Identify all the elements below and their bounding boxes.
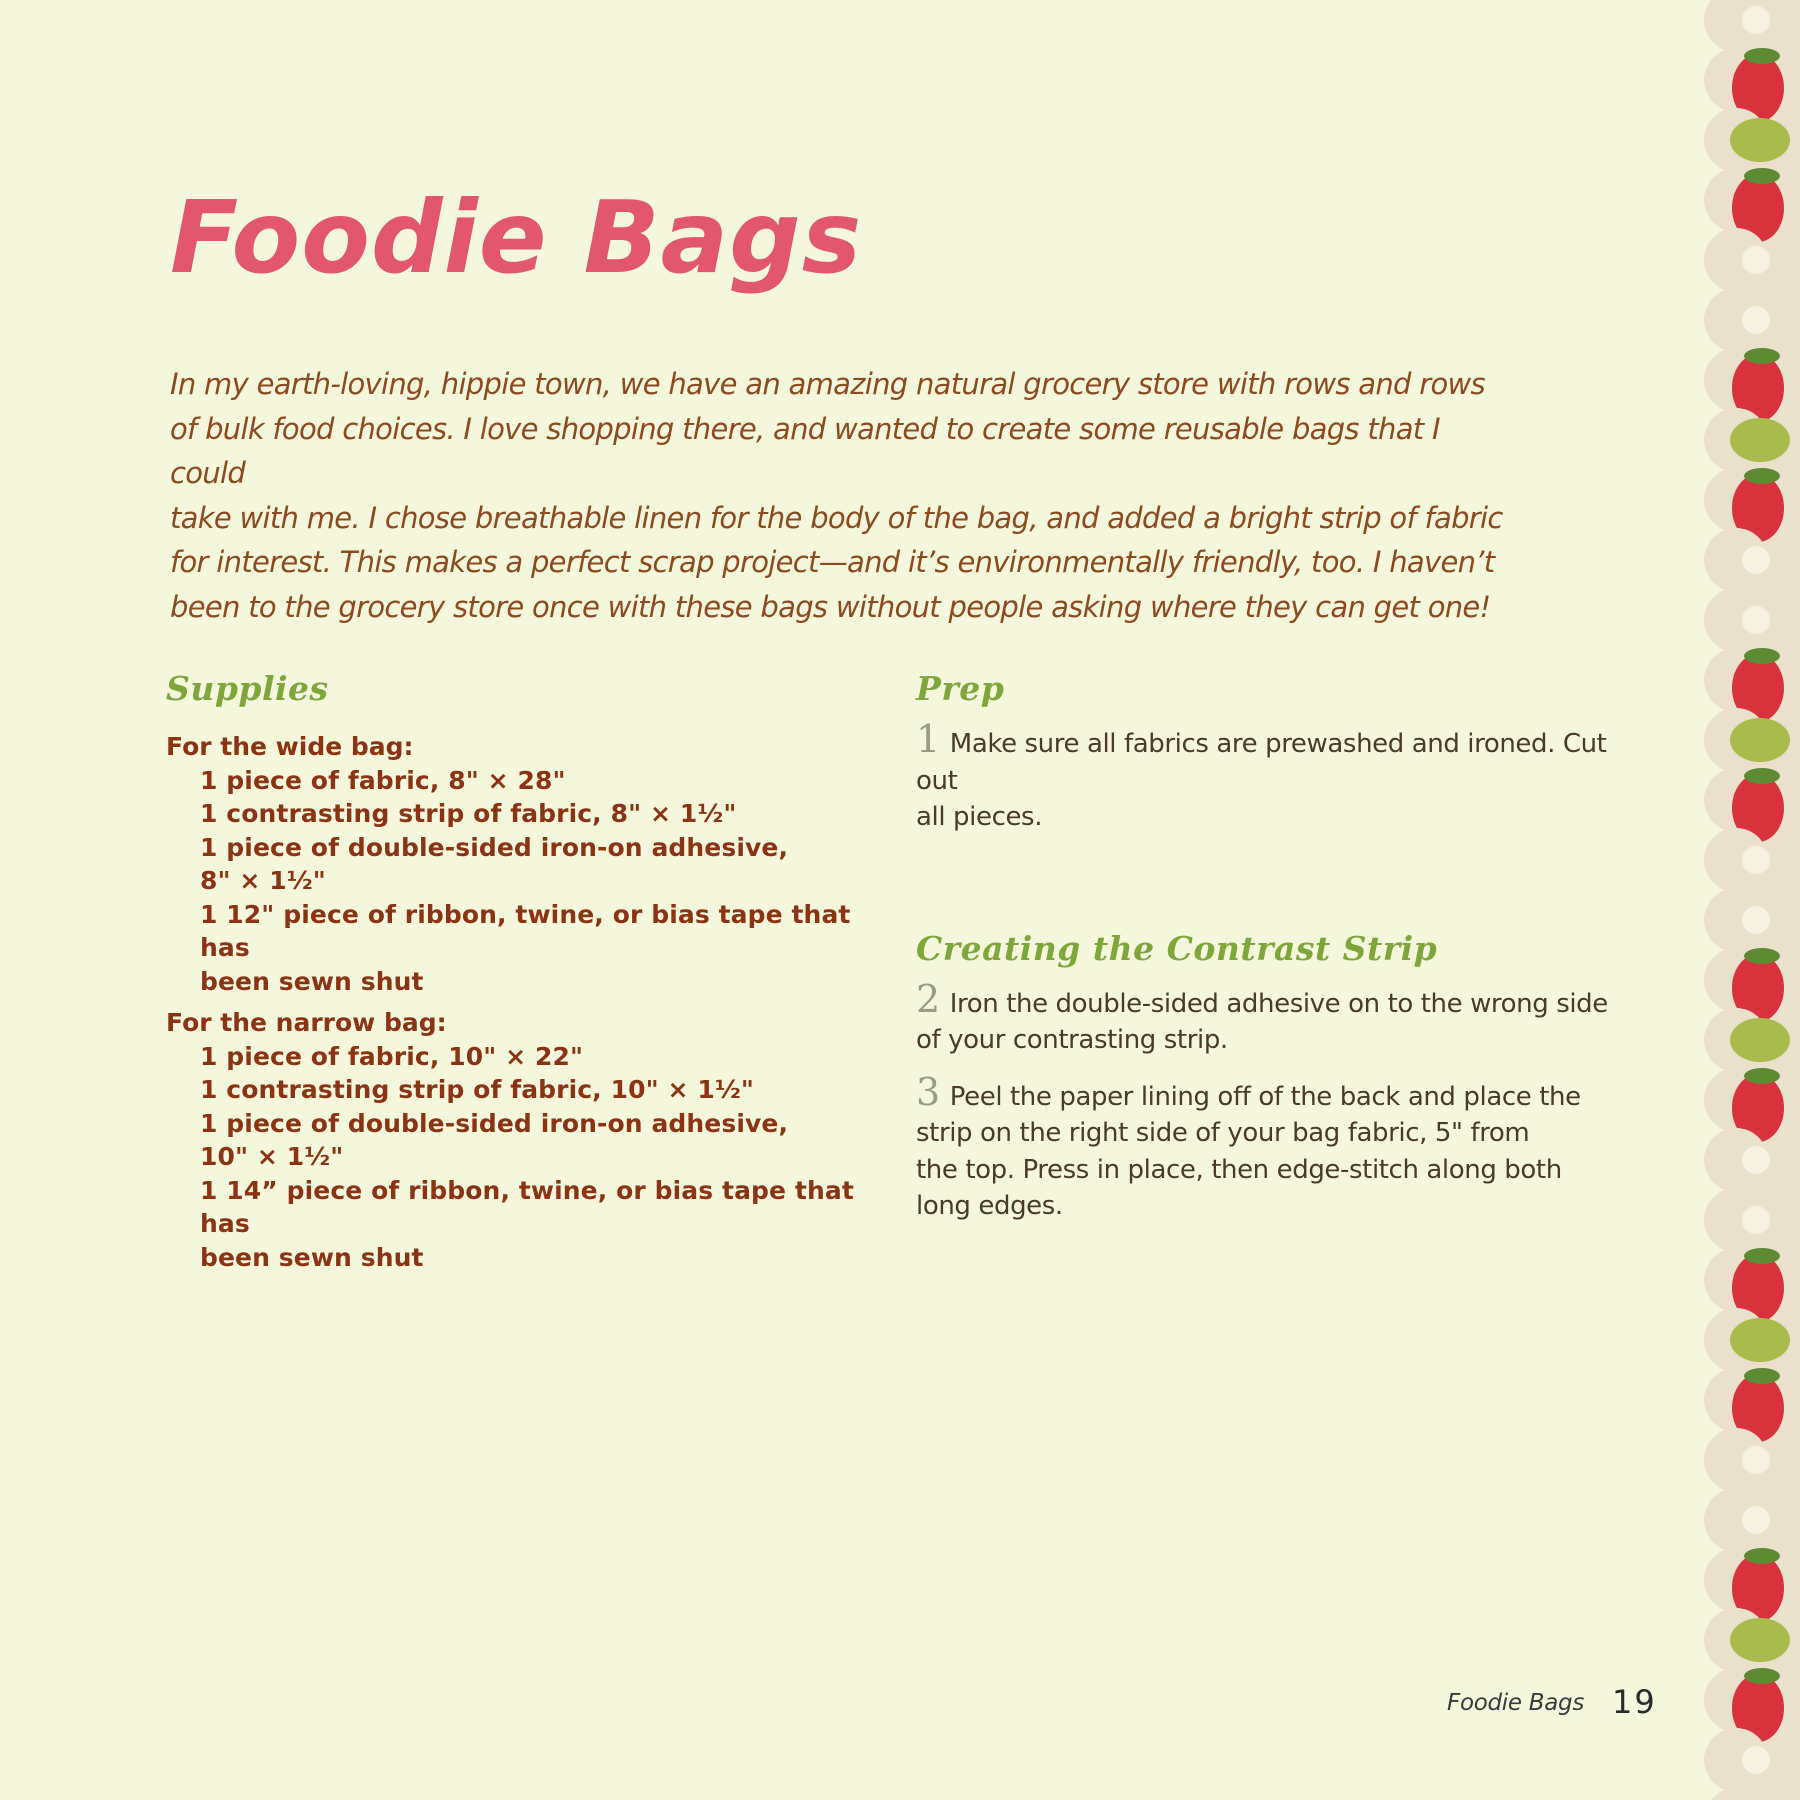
step-number: 3 [916, 1069, 940, 1114]
blossom-icon [1742, 306, 1770, 334]
step-text-line: Make sure all fabrics are prewashed and ironed. Cut out [916, 729, 1607, 796]
intro-paragraph [170, 362, 1510, 629]
intro-line: of bulk food choices. I love shopping there, and wanted to create some reusable bags that I could [170, 411, 1440, 490]
strawberry-leaf-icon [1744, 1548, 1780, 1564]
leaf-icon [1730, 1318, 1790, 1362]
step-text-line: strip on the right side of your bag fabric, 5" from [916, 1118, 1530, 1148]
strawberry-leaf-icon [1744, 1668, 1780, 1684]
blossom-icon [1742, 1746, 1770, 1774]
step-number: 1 [916, 717, 940, 761]
supplies-heading: Supplies [166, 669, 329, 708]
strawberry-leaf-icon [1744, 1368, 1780, 1384]
strawberry-leaf-icon [1744, 1068, 1780, 1084]
strawberry-leaf-icon [1744, 468, 1780, 484]
narrow-bag-heading: For the narrow bag: [166, 1008, 447, 1037]
step-number: 2 [916, 976, 940, 1021]
prep-heading: Prep [916, 669, 1005, 708]
strawberry-leaf-icon [1744, 1248, 1780, 1264]
page-title: Foodie Bags [170, 179, 863, 296]
intro-line: take with me. I chose breathable linen for the body of the bag, and added a bright strip of fabric [170, 500, 1503, 535]
blossom-icon [1742, 846, 1770, 874]
supply-item: been sewn shut [200, 966, 424, 996]
blossom-icon [1742, 6, 1770, 34]
supply-item: 1 12" piece of ribbon, twine, or bias tape that has [200, 899, 851, 962]
wide-bag-group [166, 730, 866, 998]
step-3 [916, 1069, 1636, 1225]
page-number: 19 [1612, 1683, 1657, 1721]
strawberry-border-decoration [1696, 0, 1800, 1800]
blossom-icon [1742, 1206, 1770, 1234]
blossom-icon [1742, 246, 1770, 274]
strawberry-leaf-icon [1744, 48, 1780, 64]
intro-line: for interest. This makes a perfect scrap project—and it’s environmentally friendly, too. I haven’t [170, 545, 1495, 579]
supply-item: been sewn shut [200, 1242, 424, 1272]
supplies-section [166, 666, 866, 1274]
strawberry-leaf-icon [1744, 648, 1780, 664]
step-text-line: Iron the double-sided adhesive on to the wrong side [949, 988, 1608, 1019]
supply-item: 1 piece of fabric, 10" × 22" [200, 1041, 584, 1071]
strawberry-leaf-icon [1744, 948, 1780, 964]
leaf-icon [1730, 1018, 1790, 1062]
leaf-icon [1730, 718, 1790, 762]
blossom-icon [1742, 1506, 1770, 1534]
step-2 [916, 976, 1636, 1059]
narrow-bag-group [166, 1006, 866, 1274]
supply-item: 10" × 1½" [200, 1142, 344, 1171]
leaf-icon [1730, 1618, 1790, 1662]
supply-item: 1 contrasting strip of fabric, 10" × 1½" [200, 1075, 754, 1104]
blossom-icon [1742, 1446, 1770, 1474]
step-1 [916, 717, 1636, 836]
wide-bag-heading: For the wide bag: [166, 732, 414, 761]
intro-line: In my earth-loving, hippie town, we have an amazing natural grocery store with rows and rows [170, 367, 1485, 401]
supply-item: 1 contrasting strip of fabric, 8" × 1½" [200, 799, 737, 828]
leaf-icon [1730, 118, 1790, 162]
supply-item: 1 piece of double-sided iron-on adhesive, [200, 1108, 789, 1138]
blossom-icon [1742, 1146, 1770, 1174]
strawberry-leaf-icon [1744, 348, 1780, 364]
strawberry-leaf-icon [1744, 768, 1780, 784]
strawberry-leaf-icon [1744, 168, 1780, 184]
blossom-icon [1742, 606, 1770, 634]
instructions-column [916, 666, 1636, 1225]
step-text-line: all pieces. [916, 802, 1043, 832]
step-text-line: the top. Press in place, then edge-stitch along both [916, 1154, 1562, 1185]
supply-item: 1 piece of fabric, 8" × 28" [200, 765, 566, 795]
supply-item: 1 piece of double-sided iron-on adhesive, [200, 832, 789, 862]
blossom-icon [1742, 906, 1770, 934]
step-text-line: long edges. [916, 1191, 1063, 1221]
blossom-icon [1742, 546, 1770, 574]
intro-line: been to the grocery store once with these bags without people asking where they can get one! [170, 589, 1491, 624]
footer-label: Foodie Bags [1447, 1690, 1584, 1716]
contrast-strip-heading: Creating the Contrast Strip [916, 928, 1438, 968]
supply-item: 1 14” piece of ribbon, twine, or bias tape that has [200, 1175, 854, 1238]
step-text-line: Peel the paper lining off of the back and place the [949, 1081, 1581, 1112]
step-text-line: of your contrasting strip. [916, 1025, 1228, 1055]
supply-item: 8" × 1½" [200, 866, 326, 895]
leaf-icon [1730, 418, 1790, 462]
